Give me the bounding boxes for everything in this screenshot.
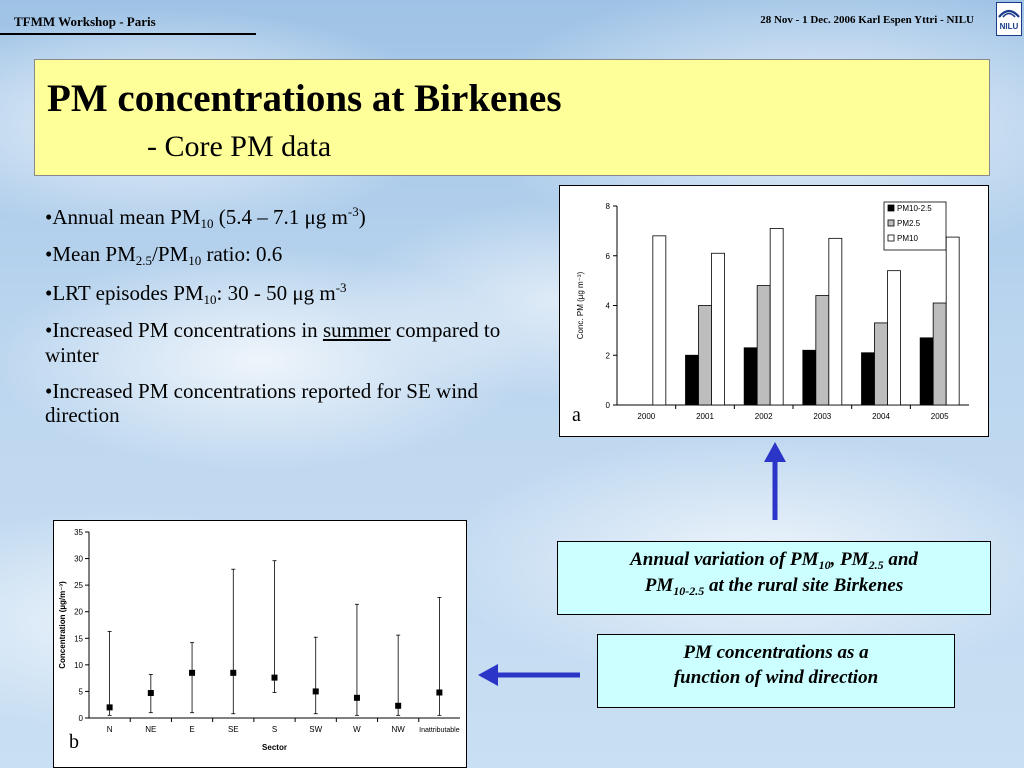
chart-wind-direction [53,520,467,768]
data-point [189,670,195,676]
data-point [313,688,319,694]
bar [933,303,946,405]
y-tick-label: 15 [74,634,83,644]
legend-swatch [888,220,894,226]
header-underline [0,33,256,35]
caption-annual-variation: Annual variation of $PM_{10}$, $PM_{2.5}$ and $PM_{10-2.5}$ at the rural site Birkenes [557,541,991,615]
x-tick-label: 2005 [930,412,949,421]
bar [946,237,959,405]
y-tick-label: 0 [605,401,610,410]
x-tick-label: 2004 [872,412,890,421]
x-tick-label: W [353,725,361,734]
bullet-list [45,204,545,439]
y-tick-label: 6 [605,251,610,261]
scatter-chart-svg [54,521,468,768]
x-axis-title: Sector [262,743,287,752]
legend-swatch [888,205,894,211]
bar-chart-svg [560,186,990,438]
bar [686,355,699,405]
nilu-logo [996,2,1022,36]
y-tick-label: 20 [74,607,83,617]
bar [770,228,783,405]
x-tick-label: NW [391,725,405,734]
y-axis-title: Conc. PM (µg m⁻³) [576,271,585,340]
data-point [107,704,113,710]
legend-swatch [888,235,894,241]
logo-text: NILU [999,22,1019,31]
legend-label: PM10-2.5 [897,204,932,213]
data-point [395,703,401,709]
y-tick-label: 0 [78,714,83,723]
x-tick-label: SW [309,725,323,734]
y-tick-label: 25 [74,581,83,591]
data-point [230,670,236,676]
legend-label: PM2.5 [897,219,921,228]
x-tick-label: SE [227,725,239,734]
bar [875,323,888,405]
bar [712,253,725,405]
bar [862,353,875,405]
data-point [354,695,360,701]
data-point [436,689,442,695]
workshop-title: TFMM Workshop - Paris [14,14,156,29]
x-tick-label: 2000 [637,412,656,421]
header-bar [0,0,1024,36]
y-tick-label: 2 [605,351,610,361]
x-tick-label: S [271,725,278,734]
y-axis-title: Concentration (µg/m⁻³) [58,581,67,669]
x-tick-label: N [106,725,113,734]
bullet-annual-mean: •Annual mean $PM_{10}$ (5.4 – 7.1 μg $m^{-3}$) [45,204,366,231]
bar [829,238,842,405]
data-point [148,690,154,696]
x-tick-label: 2001 [696,412,714,421]
bar [757,286,770,405]
x-tick-label: NE [145,725,157,734]
bullet-summer: •Increased PM concentrations in summer compared to winter [45,317,501,367]
bar [744,348,757,405]
bar [816,296,829,405]
arrow-up-icon [760,442,790,527]
date-author: 28 Nov - 1 Dec. 2006 Karl Espen Yttri - NILU [760,14,974,26]
bar [888,271,901,405]
panel-label-a: a [572,404,581,426]
chart-annual-variation [559,185,989,437]
x-tick-label: E [189,725,195,734]
bar [699,306,712,406]
bullet-se-wind: •Increased PM concentrations reported for SE wind direction [45,378,479,428]
bar [920,338,933,405]
bar [653,236,666,405]
bullet-lrt-episodes: •LRT episodes $PM_{10}$: 30 - 50 μg $m^{-3}$ [45,279,347,307]
caption-wind-direction: PM concentrations as a function of wind direction [597,634,955,708]
arrow-left-icon [478,660,582,695]
x-tick-label: Inattributable [419,727,460,734]
x-tick-label: 2002 [754,412,773,421]
panel-label-b: b [69,731,79,753]
bullet-ratio: •Mean $PM_{2.5}/PM_{10}$ ratio: 0.6 [45,242,283,269]
x-tick-label: 2003 [813,412,832,421]
data-point [272,675,278,681]
y-tick-label: 10 [74,660,83,670]
y-tick-label: 4 [605,301,610,311]
page-title: PM concentrations at Birkenes [47,77,562,120]
y-tick-label: 35 [74,528,83,537]
y-tick-label: 8 [605,202,610,211]
y-tick-label: 5 [78,687,83,697]
bar [803,350,816,405]
y-tick-label: 30 [74,554,83,564]
legend-label: PM10 [897,234,918,243]
page-subtitle: - Core PM data [147,130,332,163]
title-box [34,59,990,176]
